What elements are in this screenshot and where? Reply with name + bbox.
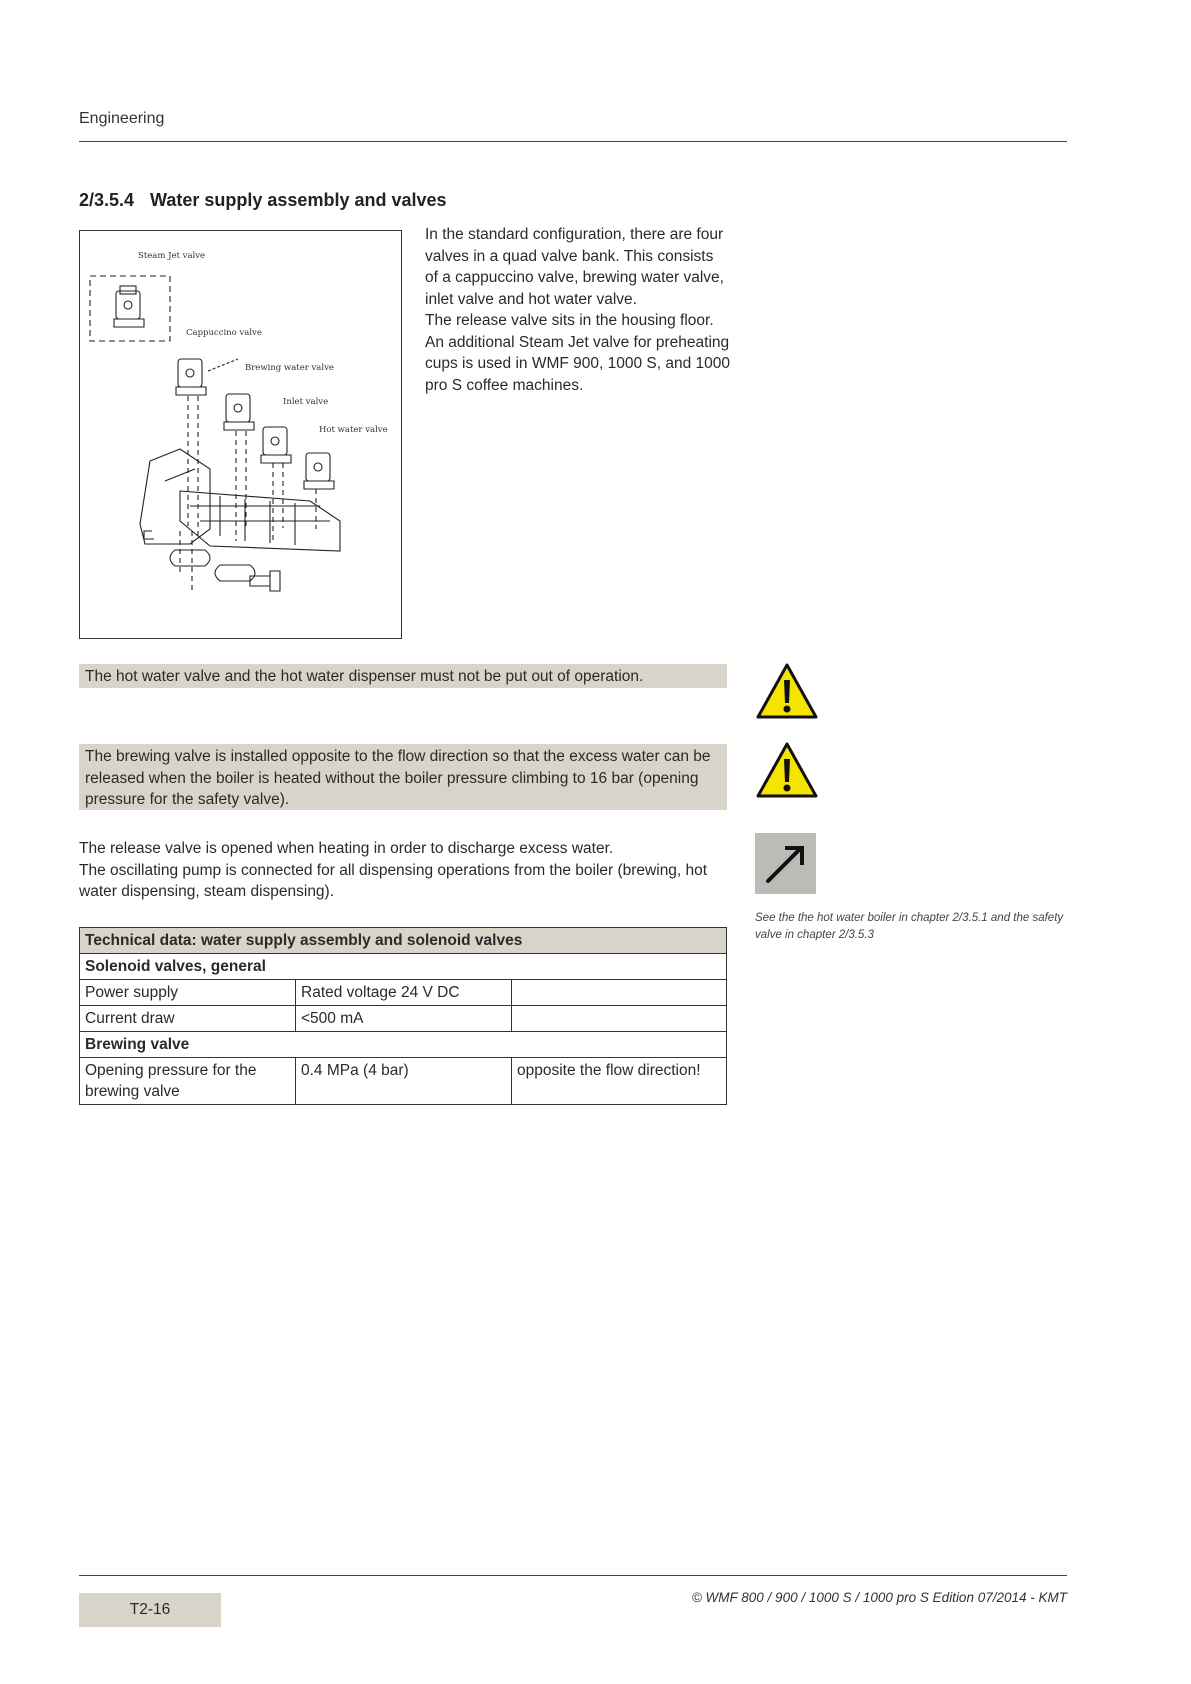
steam-jet-valve-drawing xyxy=(114,286,144,327)
intro-paragraph: In the standard configuration, there are four valves in a quad valve bank. This consists of a cappuccino valve, brewing water valve, inlet valve and hot water valve. xyxy=(425,226,724,308)
table-title: Technical data: water supply assembly and solenoid valves xyxy=(80,928,727,954)
warning-note-hot-water: The hot water valve and the hot water dispenser must not be put out of operation. xyxy=(79,664,727,688)
label-cappuccino-valve: Cappuccino valve xyxy=(186,328,262,338)
table-section-heading: Brewing valve xyxy=(80,1032,727,1058)
page-number: T2-16 xyxy=(79,1593,221,1627)
table-cell: 0.4 MPa (4 bar) xyxy=(296,1058,512,1105)
label-brewing-water-valve: Brewing water valve xyxy=(245,363,334,373)
table-header-row xyxy=(80,928,727,954)
body-text xyxy=(79,838,729,903)
body-paragraph: The release valve is opened when heating in order to discharge excess water. xyxy=(79,840,614,857)
footer-copyright: © WMF 800 / 900 / 1000 S / 1000 pro S Edition 07/2014 - KMT xyxy=(691,1590,1067,1605)
intro-paragraph: The release valve sits in the housing floor. xyxy=(425,312,714,329)
intro-text xyxy=(425,224,730,396)
header-rule xyxy=(79,141,1067,142)
table-section-row xyxy=(80,1032,727,1058)
inlet-valve-drawing xyxy=(261,427,291,463)
cappuccino-valve-drawing xyxy=(176,359,238,395)
header-section-label: Engineering xyxy=(79,110,165,127)
warning-triangle-icon xyxy=(755,741,819,799)
table-cell: Current draw xyxy=(80,1006,296,1032)
label-steam-jet-valve: Steam Jet valve xyxy=(138,251,206,261)
warning-note-brewing-valve: The brewing valve is installed opposite to the flow direction so that the excess water can be released when the boiler is heated without the boiler pressure climbing to 16 bar (opening pressure for the safety valve). xyxy=(79,744,727,810)
cross-reference-note: See the the hot water boiler in chapter 2/3.5.1 and the safety valve in chapter 2/3.5.3 xyxy=(755,912,1064,941)
table-cell: <500 mA xyxy=(296,1006,512,1032)
warning-triangle-icon xyxy=(755,662,819,720)
section-title xyxy=(79,190,447,211)
intro-paragraph: An additional Steam Jet valve for preheating cups is used in WMF 900, 1000 S, and 1000 pro S coffee machines. xyxy=(425,333,731,394)
table-row xyxy=(80,980,727,1006)
table-section-row xyxy=(80,954,727,980)
valve-assembly-drawing xyxy=(80,231,401,638)
label-inlet-valve: Inlet valve xyxy=(283,397,329,407)
arrow-reference-icon xyxy=(755,833,816,894)
section-number: 2/3.5.4 xyxy=(79,190,135,210)
label-hot-water-valve: Hot water valve xyxy=(319,425,388,435)
table-cell xyxy=(512,1006,727,1032)
technical-data-table xyxy=(79,927,727,1105)
table-row xyxy=(80,1006,727,1032)
table-cell: Rated voltage 24 V DC xyxy=(296,980,512,1006)
valve-assembly-figure xyxy=(79,230,402,639)
table-row xyxy=(80,1058,727,1105)
hot-water-valve-drawing xyxy=(304,453,334,489)
body-paragraph: The oscillating pump is connected for all dispensing operations from the boiler (brewing, hot water dispensing, steam dispensing). xyxy=(79,861,708,900)
brewing-water-valve-drawing xyxy=(224,394,254,430)
table-section-heading: Solenoid valves, general xyxy=(80,954,727,980)
table-cell: Power supply xyxy=(80,980,296,1006)
table-cell xyxy=(512,980,727,1006)
table-cell: opposite the flow direction! xyxy=(512,1058,727,1105)
footer-rule xyxy=(79,1575,1067,1576)
section-title-text: Water supply assembly and valves xyxy=(150,190,447,210)
table-cell: Opening pressure for the brewing valve xyxy=(80,1058,296,1105)
